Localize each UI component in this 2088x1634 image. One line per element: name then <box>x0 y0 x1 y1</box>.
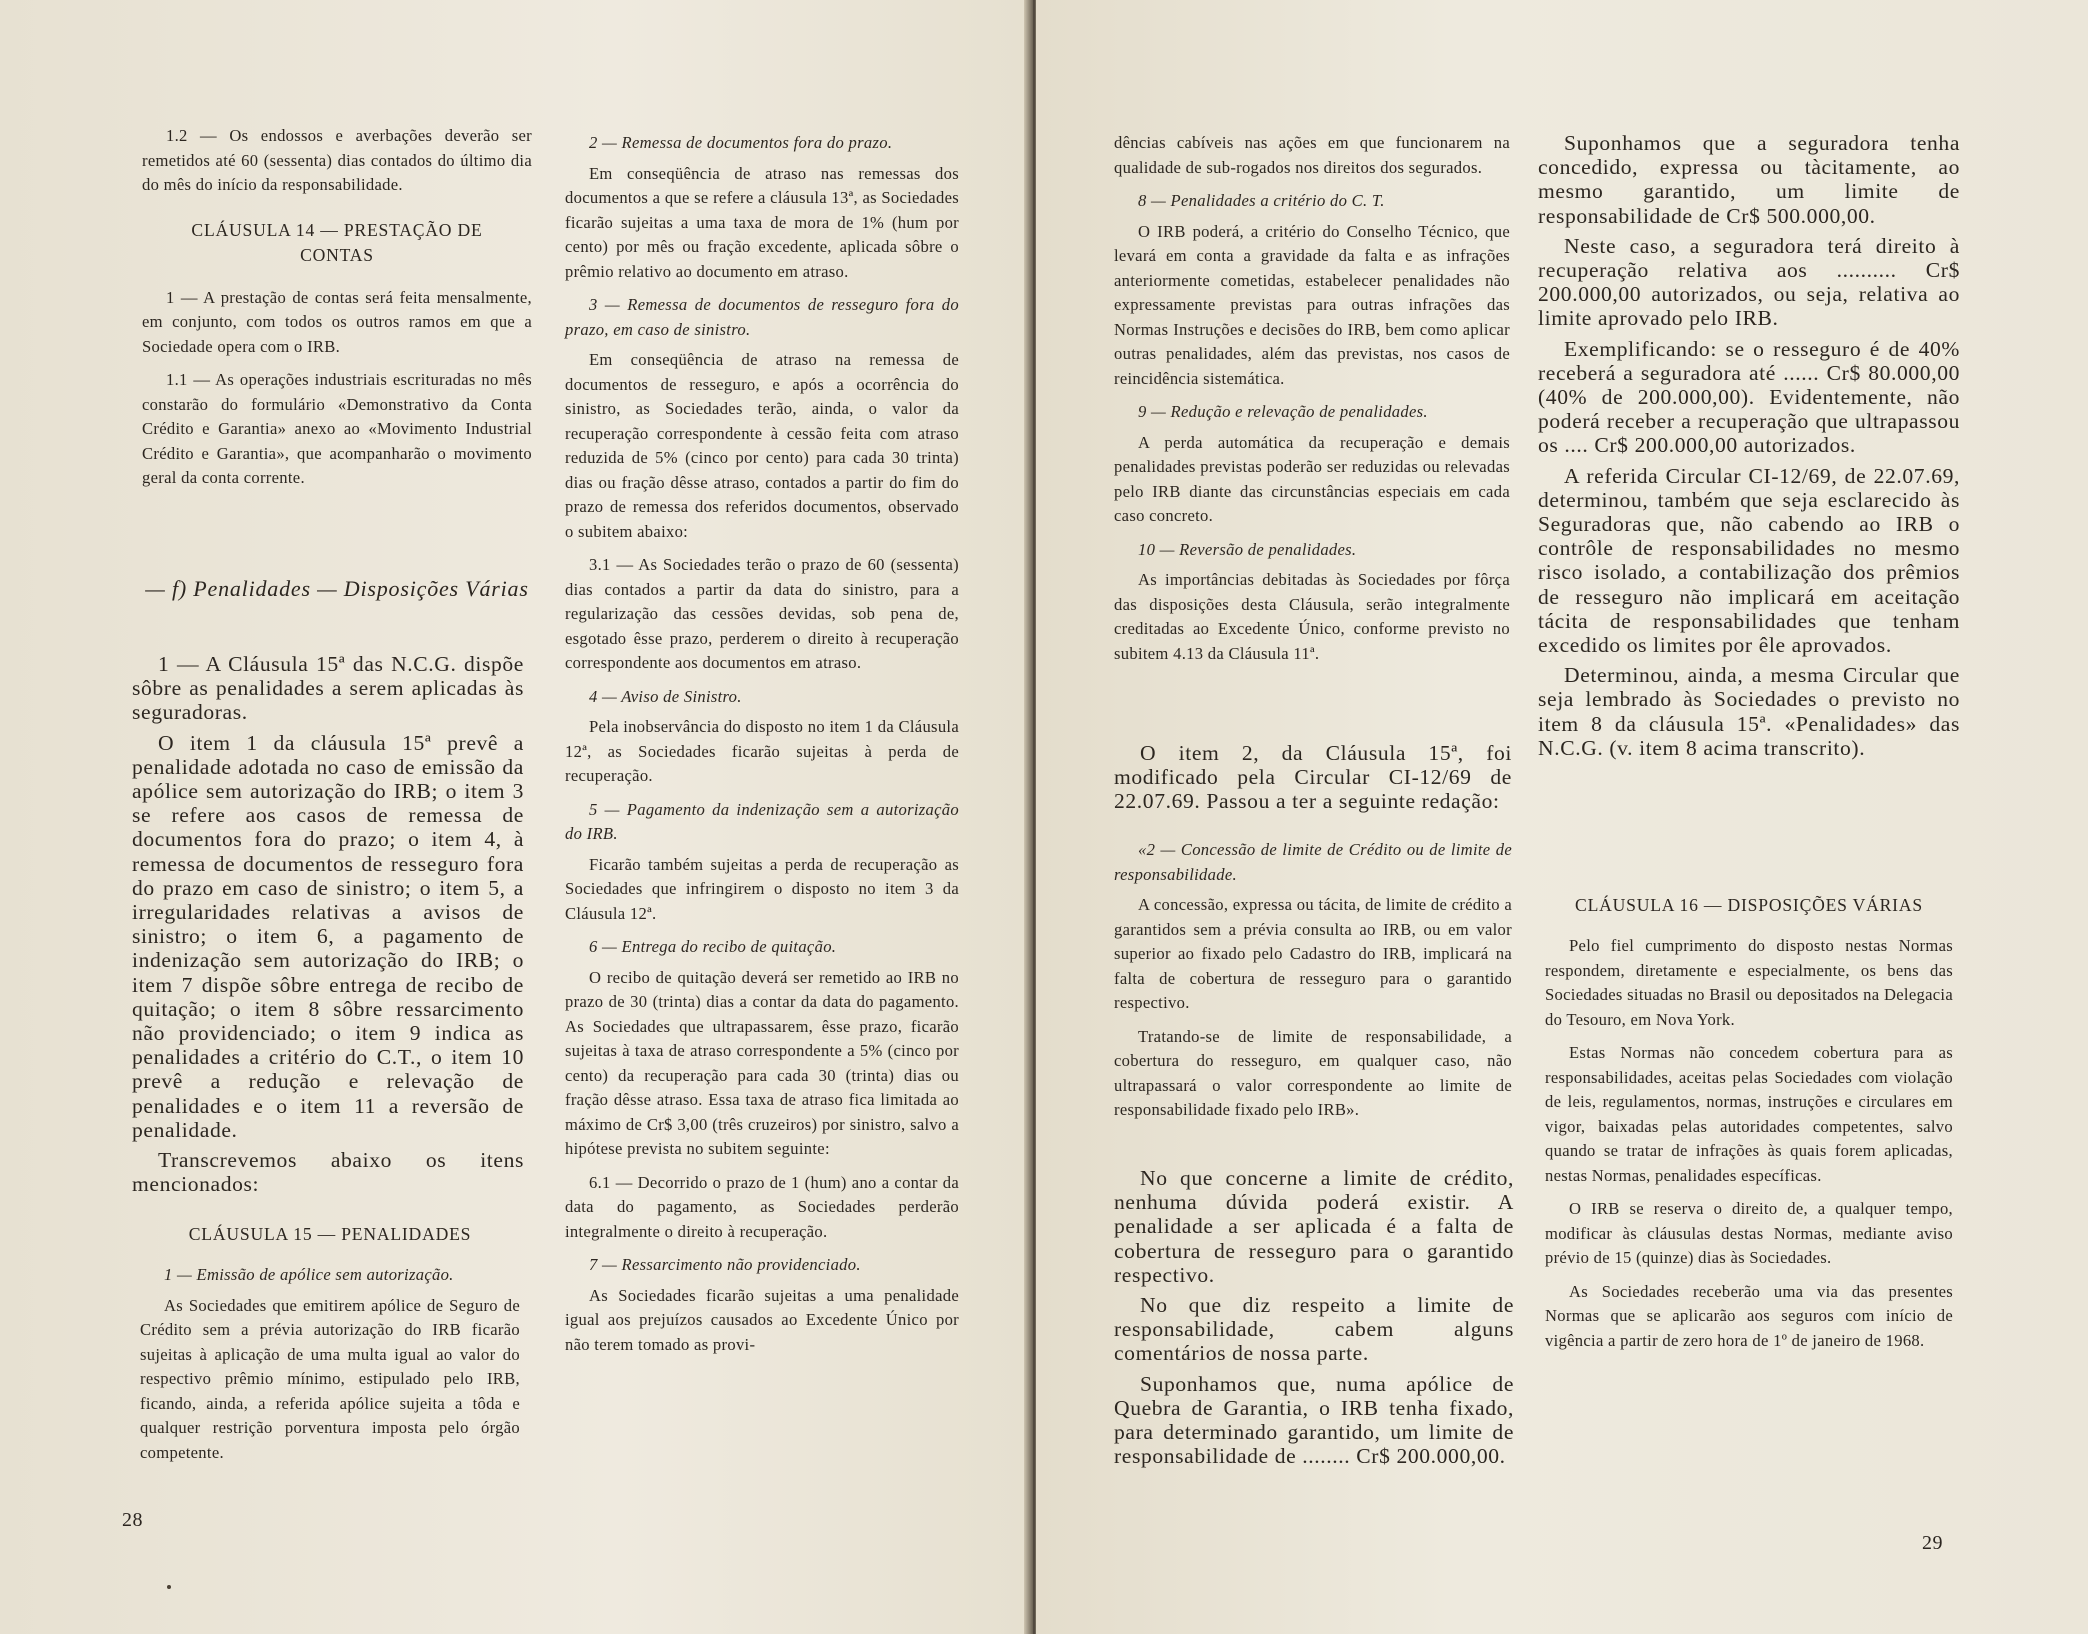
item-6-1: 6.1 — Decorrido o prazo de 1 (hum) ano a contar da data do pagamento, as Sociedades perderão integralmente o direito à recuperação. <box>565 1172 959 1241</box>
item-2-title: 2 — Remessa de documentos fora do prazo. <box>589 133 893 152</box>
paragraph-prestacao-1-1: 1.1 — As operações industriais escrituradas no mês constarão do formulário «Demonstrativo da Conta Crédito e Garantia» anexo ao «Movimento Industrial Crédito e Garantia», que acompanharão o movimento geral da conta corrente. <box>142 370 532 487</box>
commentary-item-2-modified: O item 2, da Cláusula 15ª, foi modificado pela Circular CI-12/69 de 22.07.69. Passou a ter a seguinte redação: <box>1114 741 1512 814</box>
paragraph-prestacao-1: 1 — A prestação de contas será feita mensalmente, em conjunto, com todos os outros ramos em que a Sociedade opera com o IRB. <box>142 287 532 356</box>
right-column-3-commentary-a <box>1114 741 1512 820</box>
right-column-3 <box>1114 131 1510 675</box>
heading-clausula-15: CLÁUSULA 15 — PENALIDADES <box>188 1224 472 1244</box>
item-6-title: 6 — Entrega do recibo de quitação. <box>589 937 837 956</box>
clausula-16-paragraph-3: O IRB se reserva o direito de, a qualquer tempo, modificar às cláusulas destas Normas, mediante aviso prévio de 15 (quinze) dias às Sociedades. <box>1545 1199 1953 1267</box>
item-4-text: Pela inobservância do disposto no item 1 da Cláusula 12ª, as Sociedades ficarão sujeitas à perda de recuperação. <box>565 717 959 785</box>
commentary-suponhamos-1: Suponhamos que, numa apólice de Quebra de Garantia, o IRB tenha fixado, para determinado garantido, um limite de responsabilidade de ........ Cr$ 200.000,00. <box>1114 1371 1514 1469</box>
quote-paragraph-1: A concessão, expressa ou tácita, de limite de crédito a garantidos sem a prévia consulta ao IRB, ou em valor superior ao fixado pelo Cadastro do IRB, implicará na falta de cobertura de resseguro para o garantido respectivo. <box>1114 895 1512 1012</box>
item-7-title: 7 — Ressarcimento não providenciado. <box>589 1255 861 1274</box>
commentary-paragraph-1: 1 — A Cláusula 15ª das N.C.G. dispõe sôbre as penalidades a serem aplicadas às seguradoras. <box>132 652 524 725</box>
paragraph-1-2: 1.2 — Os endossos e averbações deverão ser remetidos até 60 (sessenta) dias contados do último dia do mês do início da responsabilidade. <box>142 126 532 194</box>
item-3-1: 3.1 — As Sociedades terão o prazo de 60 (sessenta) dias contados a partir da data do sinistro, para a regularização das cessões devidas, sob pena de, esgotado êsse prazo, perderem o direito à recuperação correspondente aos documentos em atraso. <box>565 555 959 672</box>
heading-clausula-14: CLÁUSULA 14 — PRESTAÇÃO DE CONTAS <box>191 219 483 265</box>
commentary-paragraph-2: O item 1 da cláusula 15ª prevê a penalidade adotada no caso de emissão da apólice sem autorização do IRB; o item 3 se refere aos casos de remessa de documentos fora do prazo; o item 4, à remessa de documentos de resseguro fora do prazo em caso de sinistro; o item 5, a irregularidades relativas a avisos de sinistro; o item 6, a pagamento de indenização sem autorização do IRB; o item 7 dispõe sôbre entrega de recibo de quitação; o item 8 sôbre ressarcimento não providenciado; o item 9 indica as penalidades a critério do C.T., o item 10 prevê a redução e relevação de penalidades e o item 11 a reversão de penalidade. <box>132 730 524 1142</box>
commentary-limite-responsabilidade: No que diz respeito a limite de responsabilidade, cabem alguns comentários de nossa parte. <box>1114 1293 1514 1366</box>
quote-paragraph-2: Tratando-se de limite de responsabilidade, a cobertura do resseguro, em qualquer caso, não ultrapassará o valor correspondente ao limite de responsabilidade fixado pelo IRB». <box>1114 1026 1512 1119</box>
right-column-3-quote <box>1114 838 1512 1132</box>
page-number-right: 29 <box>1922 1532 1943 1554</box>
commentary-paragraph-3: Transcrevemos abaixo os itens mencionados: <box>132 1148 524 1197</box>
item-5-text: Ficarão também sujeitas a perda de recuperação as Sociedades que infringirem o disposto no item 3 da Cláusula 12ª. <box>565 854 959 923</box>
right-column-4-clausula-16 <box>1545 893 1953 1362</box>
continuation-text: dências cabíveis nas ações em que funcionarem na qualidade de sub-rogados nos direitos dos segurados. <box>1114 133 1510 177</box>
item-5-title: 5 — Pagamento da indenização sem a autorização do IRB. <box>565 799 959 843</box>
item-3-title: 3 — Remessa de documentos de resseguro fora do prazo, em caso de sinistro. <box>565 295 959 339</box>
ink-speck <box>167 1585 171 1589</box>
left-column-1 <box>142 124 532 500</box>
clausula-16-paragraph-4: As Sociedades receberão uma via das presentes Normas que se aplicarão aos seguros com início de vigência a partir de zero hora de 1º de janeiro de 1968. <box>1545 1281 1953 1350</box>
section-f-heading-block <box>142 575 532 602</box>
item-10-title: 10 — Reversão de penalidades. <box>1138 539 1357 559</box>
item-9-title: 9 — Redução e relevação de penalidades. <box>1138 402 1428 421</box>
item-2-text: Em conseqüência de atraso nas remessas dos documentos a que se refere a cláusula 13ª, as Sociedades ficarão sujeitas a uma taxa de mora de 1% (hum por cento) por mês ou fração excedente, aplicada sôbre o prêmio relativo ao documento em atraso. <box>565 163 959 281</box>
right-column-3-commentary-b <box>1114 1166 1514 1474</box>
left-page <box>0 0 1030 1634</box>
section-f-heading: — f) Penalidades — Disposições Várias <box>145 576 529 601</box>
heading-clausula-16: CLÁUSULA 16 — DISPOSIÇÕES VÁRIAS <box>1575 895 1923 915</box>
commentary-neste-caso: Neste caso, a seguradora terá direito à recuperação relativa aos .......... Cr$ 200.000,00 autorizados, ou seja, relativa ao limite aprovado pelo IRB. <box>1538 233 1960 331</box>
clausula-15-item-1-title: 1 — Emissão de apólice sem autorização. <box>164 1265 454 1284</box>
clausula-16-paragraph-2: Estas Normas não concedem cobertura para as responsabilidades, aceitas pelas Sociedades com violação de leis, regulamentos, normas, instruções e circulares em vigor, baixadas pelas autoridades competentes, salvo quando se tratar de infrações às quais forem aplicadas, nestas Normas, penalidades específicas. <box>1545 1043 1953 1185</box>
left-column-1-clausula-15 <box>140 1222 520 1474</box>
item-6-text: O recibo de quitação deverá ser remetido ao IRB no prazo de 30 (trinta) dias a contar da data do pagamento. As Sociedades que ultrapassarem, êsse prazo, ficarão sujeitas à taxa de atraso correspondente a 5% (cinco por cento) da recuperação para cada 30 (trinta) dias ou fração dêsse atraso. Essa taxa de atraso fica limitada ao máximo de Cr$ 3,00 (três cruzeiros) por sinistro, salvo a hipótese prevista no subitem seguinte: <box>565 967 959 1158</box>
commentary-limite-credito: No que concerne a limite de crédito, nenhuma dúvida poderá existir. A penalidade a ser aplicada é a falta de cobertura de resseguro para o garantido respectivo. <box>1114 1166 1514 1287</box>
commentary-suponhamos-2: Suponhamos que a seguradora tenha concedido, expressa ou tàcitamente, ao mesmo garantido, um limite de responsabilidade de Cr$ 500.000,00. <box>1538 131 1960 228</box>
left-column-2 <box>565 131 959 1366</box>
right-page <box>1036 0 2088 1634</box>
item-9-text: A perda automática da recuperação e demais penalidades previstas poderão ser reduzidas ou relevadas pelo IRB diante das circunstâncias especiais em cada caso concreto. <box>1114 432 1510 525</box>
commentary-exemplificando: Exemplificando: se o resseguro é de 40% receberá a seguradora até ...... Cr$ 80.000,00 (40% de 200.000,00). Evidentemente, não poderá receber a recuperação que ultrapassou os .... Cr$ 200.000,00 autorizados. <box>1538 336 1960 458</box>
item-7-text: As Sociedades ficarão sujeitas a uma penalidade igual aos prejuízos causados ao Excedente Único por não terem tomado as provi- <box>565 1285 959 1354</box>
commentary-determinou: Determinou, ainda, a mesma Circular que seja lembrado às Sociedades o previsto no item 8 da cláusula 15ª. «Penalidades» das N.C.G. (v. item 8 acima transcrito). <box>1538 663 1960 760</box>
item-4-title: 4 — Aviso de Sinistro. <box>589 686 742 706</box>
page-number-left: 28 <box>122 1509 143 1531</box>
item-8-text: O IRB poderá, a critério do Conselho Técnico, que levará em conta a gravidade da falta e as infrações anteriormente cometidas, estabelecer penalidades não expressamente previstas para outras infrações das Normas Instruções e decisões do IRB, bem como aplicar outras penalidades, além das previstas, nos casos de reincidência sistemática. <box>1114 221 1510 388</box>
right-column-4 <box>1538 131 1960 766</box>
item-3-text: Em conseqüência de atraso na remessa de documentos de resseguro, e após a ocorrência do sinistro, as Sociedades terão, ainda, o valor da recuperação correspondente à cessão feita com atraso reduzida de 5% (cinco por cento) para cada 30 trinta) dias ou fração dêsse atraso, contados a partir do fim do prazo de remessa dos referidos documentos, observado o subitem abaixo: <box>565 350 959 541</box>
item-8-title: 8 — Penalidades a critério do C. T. <box>1138 191 1385 210</box>
item-10-text: As importâncias debitadas às Sociedades por fôrça das disposições desta Cláusula, serão integralmente creditadas ao Excedente Único, conforme previsto no subitem 4.13 da Cláusula 11ª. <box>1114 570 1510 663</box>
quote-item-2-title: «2 — Concessão de limite de Crédito ou de limite de responsabilidade. <box>1114 840 1512 884</box>
commentary-circular: A referida Circular CI-12/69, de 22.07.69, determinou, também que seja esclarecido às Seguradoras que, não cabendo ao IRB o contrôle de responsabilidades no mesmo risco isolado, a contabilização dos prêmios de resseguro não implicará em aceitação tácita de responsabilidades que tenham excedido os limites por êle aprovados. <box>1538 463 1960 658</box>
clausula-16-paragraph-1: Pelo fiel cumprimento do disposto nestas Normas respondem, diretamente e especialmente, os bens das Sociedades situadas no Brasil ou depositados na Delegacia do Tesouro, em Nova York. <box>1545 936 1953 1029</box>
left-column-1-commentary <box>132 652 524 1202</box>
clausula-15-item-1-text: As Sociedades que emitirem apólice de Seguro de Crédito sem a prévia autorização do IRB ficarão sujeitas à aplicação de uma multa igual ao valor do respectivo prêmio mínimo, estipulado pelo IRB, ficando, ainda, a referida apólice sujeita a tôda e qualquer restrição porventura imposta pelo órgão competente. <box>140 1295 520 1462</box>
